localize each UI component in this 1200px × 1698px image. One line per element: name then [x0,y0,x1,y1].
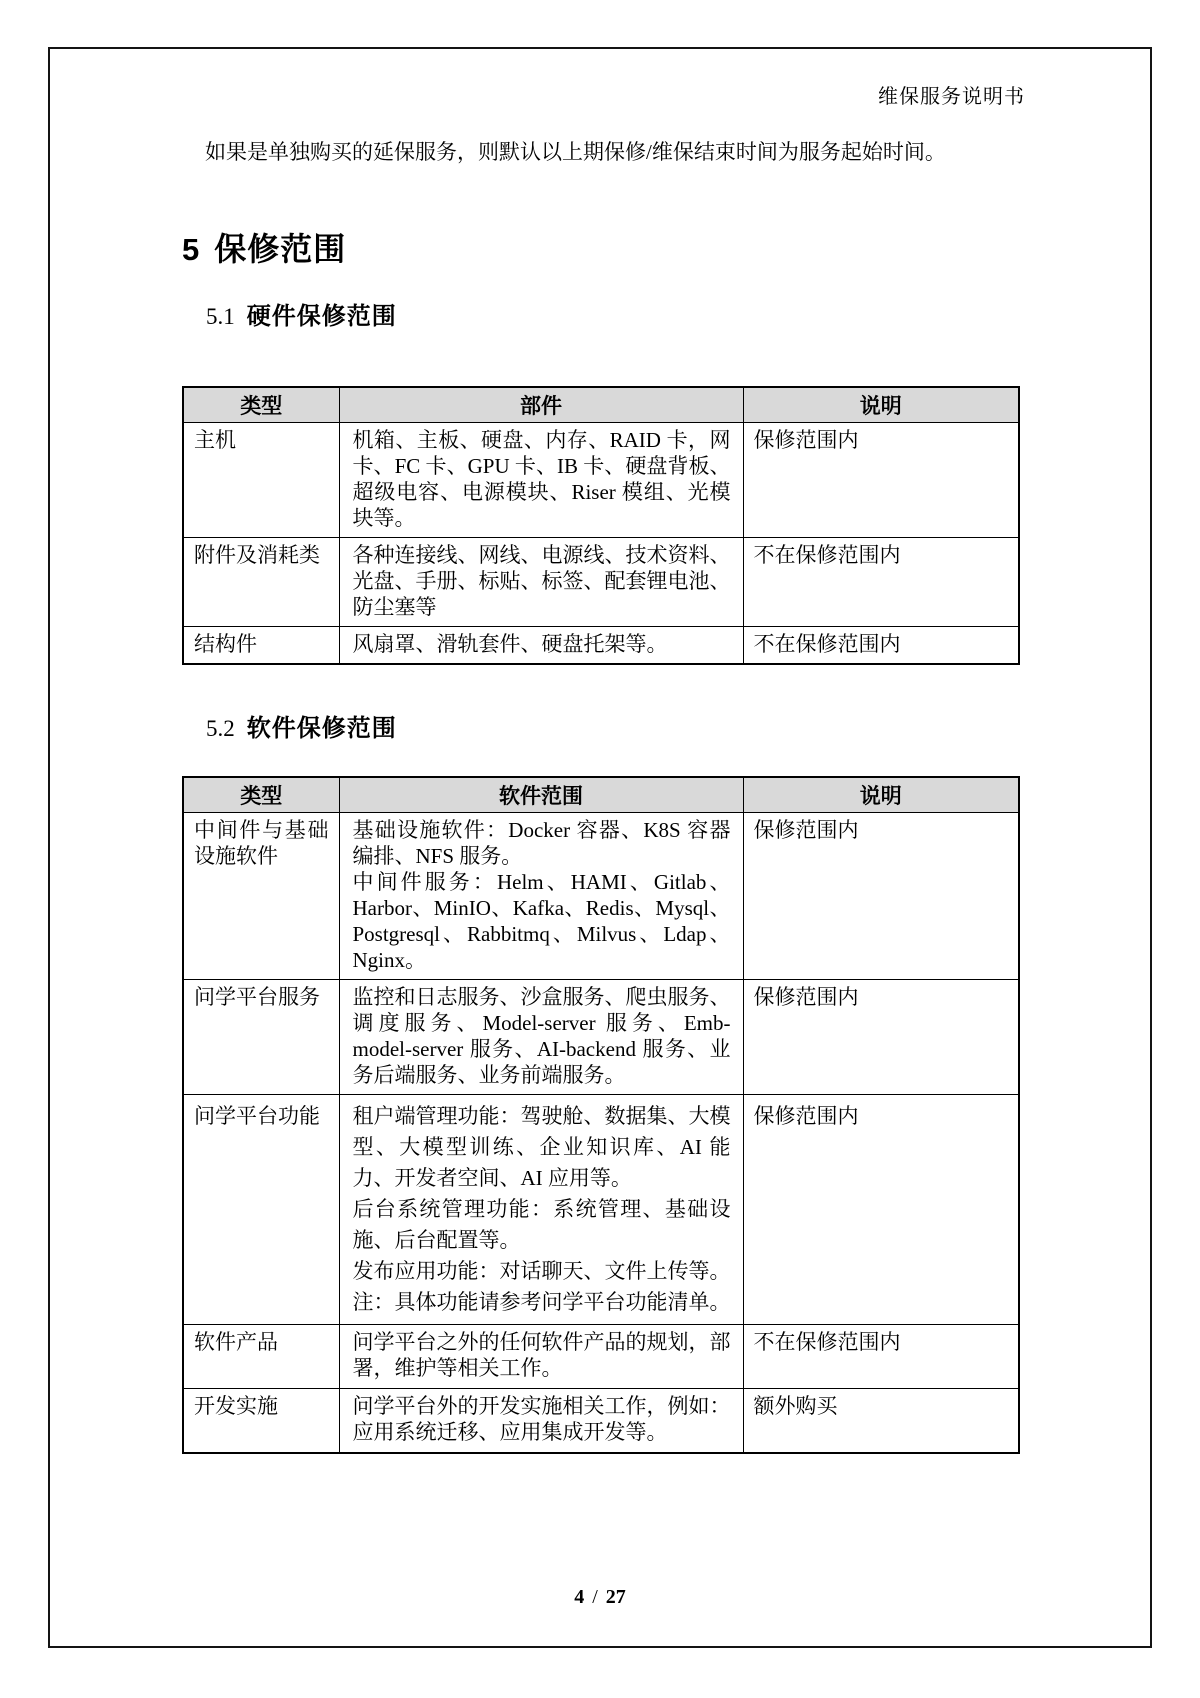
cell-type: 中间件与基础设施软件 [183,813,339,980]
section-number: 5.2 [206,716,235,741]
column-header-type: 类型 [183,387,339,423]
cell-note: 保修范围内 [743,980,1019,1095]
cell-type: 软件产品 [183,1325,339,1389]
cell-parts: 机箱、主板、硬盘、内存、RAID 卡，网卡、FC 卡、GPU 卡、IB 卡、硬盘背板、超级电容、电源模块、Riser 模组、光模块等。 [339,423,743,538]
table-row [183,627,1019,665]
section-heading-5-1 [206,296,397,331]
column-header-type: 类型 [183,777,339,813]
cell-type: 问学平台功能 [183,1095,339,1325]
cell-scope [339,1389,743,1453]
hardware-warranty-table [182,386,1020,665]
scope-line: 注：具体功能请参考问学平台功能清单。 [352,1290,731,1314]
intro-paragraph: 如果是单独购买的延保服务，则默认以上期保修/维保结束时间为服务起始时间。 [205,140,946,164]
table-row [183,423,1019,538]
section-title: 硬件保修范围 [246,303,397,330]
cell-type: 附件及消耗类 [183,538,339,627]
cell-note: 保修范围内 [743,423,1019,538]
scope-line: 问学平台外的开发实施相关工作，例如：应用系统迁移、应用集成开发等。 [352,1394,731,1444]
total-page-count: 27 [605,1586,626,1608]
cell-type: 主机 [183,423,339,538]
cell-scope [339,980,743,1095]
scope-line: 监控和日志服务、沙盒服务、爬虫服务、调度服务、Model-server 服务、Emb-model-server 服务、AI-backend 服务、业务后端服务、业务前端服务。 [352,985,731,1087]
cell-parts: 各种连接线、网线、电源线、技术资料、光盘、手册、标贴、标签、配套锂电池、防尘塞等 [339,538,743,627]
page-number-separator: / [592,1586,598,1608]
document-header-title: 维保服务说明书 [878,86,1025,108]
table-row [183,1389,1019,1453]
cell-parts: 风扇罩、滑轨套件、硬盘托架等。 [339,627,743,665]
cell-scope [339,1095,743,1325]
column-header-note: 说明 [743,387,1019,423]
cell-note: 保修范围内 [743,1095,1019,1325]
column-header-parts: 部件 [339,387,743,423]
cell-scope [339,813,743,980]
column-header-note: 说明 [743,777,1019,813]
cell-scope [339,1325,743,1389]
page-number-footer [0,1586,1200,1609]
table-row [183,1325,1019,1389]
column-header-scope: 软件范围 [339,777,743,813]
scope-line: 租户端管理功能：驾驶舱、数据集、大模型、大模型训练、企业知识库、AI 能力、开发者空间、AI 应用等。 [352,1104,731,1190]
cell-note: 保修范围内 [743,813,1019,980]
table-header-row [183,777,1019,813]
section-title: 保修范围 [214,231,347,267]
table-row [183,1095,1019,1325]
scope-line: 中间件服务：Helm、HAMI、Gitlab、Harbor、MinIO、Kafka、Redis、Mysql、Postgresql、Rabbitmq、Milvus、Ldap、Nginx。 [352,870,731,972]
software-warranty-table [182,776,1020,1454]
cell-note: 额外购买 [743,1389,1019,1453]
table-row [183,538,1019,627]
scope-line: 发布应用功能：对话聊天、文件上传等。 [352,1259,731,1283]
cell-note: 不在保修范围内 [743,1325,1019,1389]
table-row [183,813,1019,980]
section-number: 5 [182,232,200,267]
table-row [183,980,1019,1095]
cell-type: 开发实施 [183,1389,339,1453]
cell-note: 不在保修范围内 [743,627,1019,665]
current-page-number: 4 [574,1586,585,1608]
cell-note: 不在保修范围内 [743,538,1019,627]
section-number: 5.1 [206,304,235,329]
section-heading-5 [182,224,346,270]
cell-type: 结构件 [183,627,339,665]
scope-line: 基础设施软件：Docker 容器、K8S 容器编排、NFS 服务。 [352,818,731,868]
scope-line: 问学平台之外的任何软件产品的规划，部署，维护等相关工作。 [352,1330,731,1380]
section-heading-5-2 [206,708,397,743]
section-title: 软件保修范围 [246,715,397,742]
scope-line: 后台系统管理功能：系统管理、基础设施、后台配置等。 [352,1197,731,1252]
table-header-row [183,387,1019,423]
cell-type: 问学平台服务 [183,980,339,1095]
